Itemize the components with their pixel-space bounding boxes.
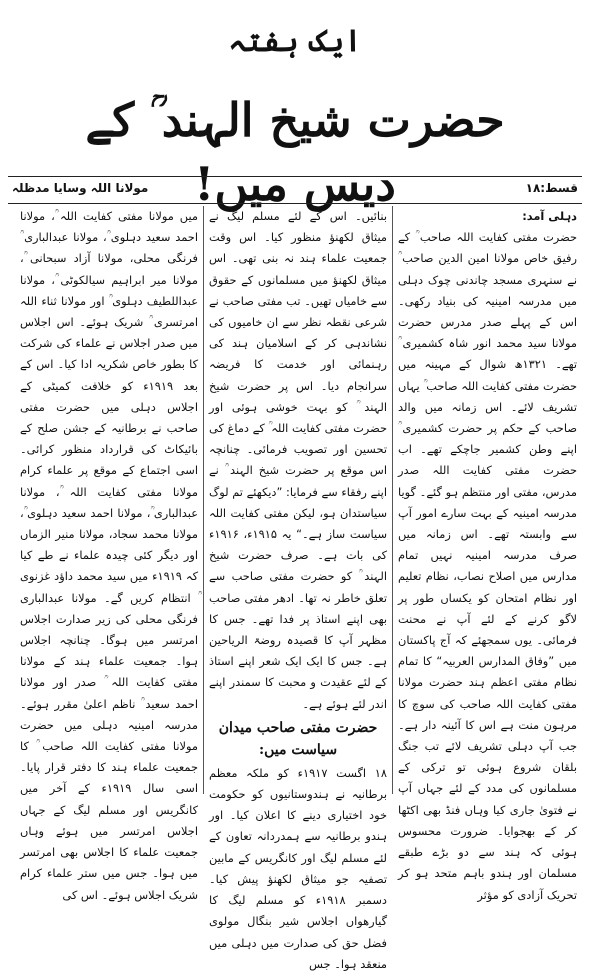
column-right [393,206,582,902]
column-right-text: حضرت مفتی کفایت اللہ صاحب ؒ کے رفیق خاص مولانا امین الدین صاحب ؒ نے سنہری مسجد چاندنی چوک دہلی میں مدرسہ امینیہ کی بنیاد رکھی۔ اس کے پہلے صدر مدرس حضرت مولانا سید محمد انور شاہ کشمیری ؒ تھے۔ ۱۳۲۱ھ شوال کے مہینہ میں حضرت مفتی کفایت اللہ صاحب ؒ یہاں تشریف لائے۔ اس زمانہ میں والد صاحب کے حکم پر حضرت کشمیری ؒ اپنے وطن کشمیر جاچکے تھے۔ اب حضرت مفتی کفایت اللہ صدر مدرس، مفتی اور منتظم ہو گئے۔ گویا مدرسہ امینیہ کے بہت سارے امور آپ سے وابستہ تھے۔ اس زمانہ میں صرف مدرسہ امینیہ نہیں تمام مدارس میں اصلاح نصاب، نظام تعلیم اور نظام امتحان کو یکساں طور پر لاگو کرنے کے لئے آپ نے محنت فرمائی۔ یوں سمجھئے کہ آج پاکستان میں ”وفاق المدارس العربیہ“ کا تمام نظام مفتی اعظم ہند حضرت مولانا مفتی کفایت اللہ صاحب کی سوچ کا مرہون منت ہے اس کا آئینہ دار ہے۔ جب آپ دہلی تشریف لائے تب جنگ بلقان شروع ہوئی تو ترکی کے مسلمانوں کی مدد کے لئے جہاں آپ نے فتویٰ جاری کیا وہاں فنڈ بھی اکٹھا کر کے بھجوایا۔ ضرورت محسوس ہوئی کہ ہند سے دو بڑے طبقے مسلمان اور ہندو باہم متحد ہو کر تحریک آزادی کو مؤثر [398,230,578,902]
installment-number: قسط:۱۸ [525,181,578,195]
series-kicker: ایک ہفتہ [228,24,362,59]
dateline: دہلی آمد: [522,209,577,223]
author-byline: مولانا اللہ وسایا مدظلہ [12,181,149,195]
column-middle-text: بنائیں۔ اس کے لئے مسلم لیگ نے میثاق لکھنؤ منظور کیا۔ اس وقت جمعیت علماء ہند نہ بنی تھی۔ اس میثاق لکھنؤ میں مسلمانوں کے حقوق سے خامیاں تھیں۔ تب مفتی صاحب نے شرعی نقطہ نظر سے ان خامیوں کی نشاندہی کر کے اسلامیان ہند کی رہنمائی اور خدمت کا فریضہ سرانجام دیا۔ اس پر حضرت شیخ الہند ؒ کو بہت خوشی ہوئی اور حضرت مفتی کفایت اللہ ؒ کے دماغ کی تحسین اور تصویب فرمائی۔ چنانچہ اس موقع پر حضرت شیخ الہند ؒ نے اپنے رفقاء سے فرمایا: ”دیکھئے تم لوگ سیاستدان ہو، لیکن مفتی کفایت اللہ سیاست ساز ہے۔“ یہ ۱۹۱۵ء، ۱۹۱۶ء کی بات ہے۔ صرف حضرت شیخ الہند ؒ کو حضرت مفتی صاحب سے تعلق خاطر نہ تھا۔ ادھر مفتی صاحب بھی اپنے استاذ پر فدا تھے۔ جس کا مظہر آپ کا قصیدہ روضۃ الریاحین ہے۔ جس کا ایک ایک شعر اپنے استاذ کے لئے عقیدت و محبت کا سمندر اپنے اندر لئے ہوئے ہے۔ [209,209,387,711]
subheading: حضرت مفتی صاحب میدان سیاست میں: [218,719,378,758]
column-left [15,206,204,902]
column-middle-text-2: ۱۸ اگست ۱۹۱۷ء کو ملکہ معظم برطانیہ نے ہندوستانیوں کو حکومت خود اختیاری دینے کا اعلان کیا۔ اور ہندو برطانیہ سے ہمدردانہ تعاون کے لئے مسلم لیگ اور کانگریس کے مابین تصفیہ جو میثاق لکھنؤ پیش کیا۔ دسمبر ۱۹۱۸ء کو مسلم لیگ کا گیارھواں اجلاس شیر بنگال مولوی فضل حق کی صدارت میں دہلی میں منعقد ہوا۔ جس [209,765,387,971]
column-left-text: میں مولانا مفتی کفایت اللہ ؒ، مولانا احمد سعید دہلوی ؒ، مولانا عبدالباری ؒ فرنگی محلی، مولانا آزاد سبحانی ؒ، مولانا میر ابراہیم سیالکوٹی ؒ، مولانا عبداللطیف دہلوی ؒ اور مولانا ثناء اللہ امرتسری ؒ شریک ہوئے۔ اس اجلاس میں صدر اجلاس نے علماء کی شرکت کا بطور خاص شکریہ ادا کیا۔ اس کے بعد ۱۹۱۹ء کو خلافت کمیٹی کے اجلاس دہلی میں حضرت مفتی صاحب نے برطانیہ کے جشن صلح کے بائیکاٹ کی قرارداد منظور کرائی۔ اسی اجتماع کے موقع پر علماء کرام مولانا مفتی کفایت اللہ ؒ، مولانا عبدالباری ؒ، مولانا احمد سعید دہلوی ؒ، مولانا محمد سجاد، مولانا منیر الزماں اور دیگر کئی چیدہ علماء نے طے کیا کہ ۱۹۱۹ء میں سید محمد داؤد غزنوی ؒ انتظام کریں گے۔ مولانا عبدالباری فرنگی محلی کی زیر صدارت اجلاس امرتسر میں ہوگا۔ چنانچہ اجلاس ہوا۔ جمعیت علماء ہند کے مولانا مفتی کفایت اللہ ؒ صدر اور مولانا احمد سعید ؒ ناظم اعلیٰ مقرر ہوئے۔ مدرسہ امینیہ دہلی میں حضرت مولانا مفتی کفایت اللہ صاحب ؒ کا جمعیت علماء ہند کا دفتر قرار پایا۔ اسی سال ۱۹۱۹ء کے آخر میں کانگریس اور مسلم لیگ کے جہاں اجلاس امرتسر میں ہوئے وہاں جمعیت علماء کا اجلاس بھی امرتسر میں ہوا۔ جس میں ستر علماء کرام شریک اجلاس ہوئے۔ اس کی [20,209,199,902]
column-middle [204,206,393,971]
article-columns [8,206,582,971]
headline: حضرت شیخ الہند ؒ کے دیس میں! [85,93,505,211]
byline-row [8,181,582,203]
bottom-rule [8,203,582,204]
top-rule [8,176,582,177]
